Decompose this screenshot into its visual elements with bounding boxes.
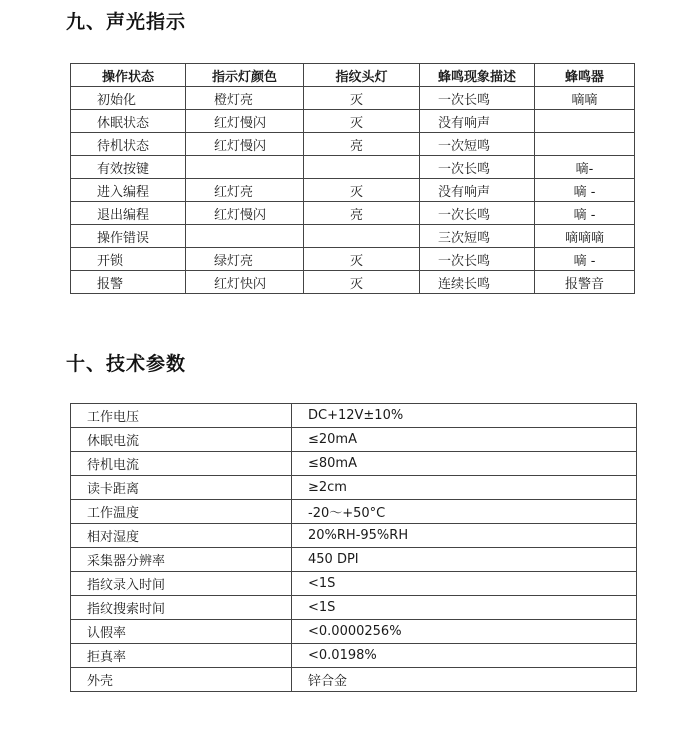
cell-operation-state: 待机状态	[71, 133, 186, 156]
section-title-specs: 十、技术参数	[66, 353, 187, 375]
table-header-row	[71, 64, 635, 87]
cell-fingerprint-light: 亮	[304, 133, 420, 156]
parameter-value: 20%RH-95%RH	[292, 524, 637, 548]
cell-buzzer-description: 一次长鸣	[420, 248, 535, 271]
table-row	[71, 428, 637, 452]
parameter-name: 指纹录入时间	[71, 572, 292, 596]
cell-operation-state: 有效按键	[71, 156, 186, 179]
section-title-signals: 九、声光指示	[66, 11, 187, 33]
table-row	[71, 156, 635, 179]
table-row	[71, 271, 635, 294]
cell-buzzer-description: 一次长鸣	[420, 202, 535, 225]
parameter-value: ≤20mA	[292, 428, 637, 452]
cell-fingerprint-light: 灭	[304, 179, 420, 202]
table-row	[71, 500, 637, 524]
parameter-value: <0.0000256%	[292, 620, 637, 644]
cell-indicator-color: 绿灯亮	[186, 248, 304, 271]
cell-operation-state: 进入编程	[71, 179, 186, 202]
table-row	[71, 668, 637, 692]
header-operation-state: 操作状态	[71, 64, 186, 87]
cell-buzzer-description: 没有响声	[420, 110, 535, 133]
parameter-value: <0.0198%	[292, 644, 637, 668]
parameter-name: 外壳	[71, 668, 292, 692]
cell-fingerprint-light: 灭	[304, 110, 420, 133]
cell-fingerprint-light: 灭	[304, 271, 420, 294]
cell-buzzer-description: 三次短鸣	[420, 225, 535, 248]
parameter-value: -20～+50°C	[292, 500, 637, 524]
table-row	[71, 596, 637, 620]
parameter-name: 读卡距离	[71, 476, 292, 500]
parameter-value: ≤80mA	[292, 452, 637, 476]
technical-parameters-table	[70, 403, 637, 692]
parameter-name: 指纹搜索时间	[71, 596, 292, 620]
parameter-value: 450 DPI	[292, 548, 637, 572]
table-row	[71, 524, 637, 548]
cell-fingerprint-light	[304, 156, 420, 179]
cell-indicator-color: 橙灯亮	[186, 87, 304, 110]
cell-buzzer: 嘀嘀嘀	[535, 225, 635, 248]
parameter-name: 休眠电流	[71, 428, 292, 452]
table-row	[71, 87, 635, 110]
table-row	[71, 404, 637, 428]
cell-buzzer-description: 一次长鸣	[420, 87, 535, 110]
cell-buzzer: 报警音	[535, 271, 635, 294]
header-fingerprint-light: 指纹头灯	[304, 64, 420, 87]
parameter-value: 锌合金	[292, 668, 637, 692]
cell-indicator-color	[186, 156, 304, 179]
cell-fingerprint-light: 灭	[304, 248, 420, 271]
cell-indicator-color: 红灯亮	[186, 179, 304, 202]
table-row	[71, 248, 635, 271]
cell-fingerprint-light	[304, 225, 420, 248]
cell-operation-state: 报警	[71, 271, 186, 294]
parameter-value: DC+12V±10%	[292, 404, 637, 428]
cell-indicator-color	[186, 225, 304, 248]
parameter-name: 相对湿度	[71, 524, 292, 548]
cell-indicator-color: 红灯慢闪	[186, 110, 304, 133]
cell-buzzer-description: 一次长鸣	[420, 156, 535, 179]
signal-indication-table	[70, 63, 635, 294]
cell-buzzer	[535, 110, 635, 133]
parameter-value: ≥2cm	[292, 476, 637, 500]
table-row	[71, 644, 637, 668]
header-buzzer-description: 蜂鸣现象描述	[420, 64, 535, 87]
parameter-name: 工作电压	[71, 404, 292, 428]
parameter-name: 待机电流	[71, 452, 292, 476]
cell-buzzer: 嘀-	[535, 156, 635, 179]
cell-operation-state: 初始化	[71, 87, 186, 110]
table-row	[71, 452, 637, 476]
cell-indicator-color: 红灯慢闪	[186, 202, 304, 225]
table-row	[71, 548, 637, 572]
parameter-value: <1S	[292, 572, 637, 596]
table-row	[71, 572, 637, 596]
table-row	[71, 620, 637, 644]
parameter-name: 采集器分辨率	[71, 548, 292, 572]
cell-buzzer-description: 没有响声	[420, 179, 535, 202]
cell-buzzer	[535, 133, 635, 156]
table-row	[71, 202, 635, 225]
cell-operation-state: 操作错误	[71, 225, 186, 248]
cell-buzzer: 嘀嘀	[535, 87, 635, 110]
cell-buzzer: 嘀 -	[535, 202, 635, 225]
table-row	[71, 225, 635, 248]
parameter-name: 拒真率	[71, 644, 292, 668]
table-row	[71, 476, 637, 500]
header-buzzer: 蜂鸣器	[535, 64, 635, 87]
cell-fingerprint-light: 亮	[304, 202, 420, 225]
cell-buzzer: 嘀 -	[535, 179, 635, 202]
cell-buzzer: 嘀 -	[535, 248, 635, 271]
parameter-value: <1S	[292, 596, 637, 620]
cell-indicator-color: 红灯慢闪	[186, 133, 304, 156]
cell-fingerprint-light: 灭	[304, 87, 420, 110]
cell-operation-state: 休眠状态	[71, 110, 186, 133]
cell-operation-state: 退出编程	[71, 202, 186, 225]
table-row	[71, 110, 635, 133]
table-row	[71, 133, 635, 156]
cell-indicator-color: 红灯快闪	[186, 271, 304, 294]
cell-buzzer-description: 一次短鸣	[420, 133, 535, 156]
header-indicator-color: 指示灯颜色	[186, 64, 304, 87]
parameter-name: 工作温度	[71, 500, 292, 524]
cell-buzzer-description: 连续长鸣	[420, 271, 535, 294]
cell-operation-state: 开锁	[71, 248, 186, 271]
table-row	[71, 179, 635, 202]
parameter-name: 认假率	[71, 620, 292, 644]
